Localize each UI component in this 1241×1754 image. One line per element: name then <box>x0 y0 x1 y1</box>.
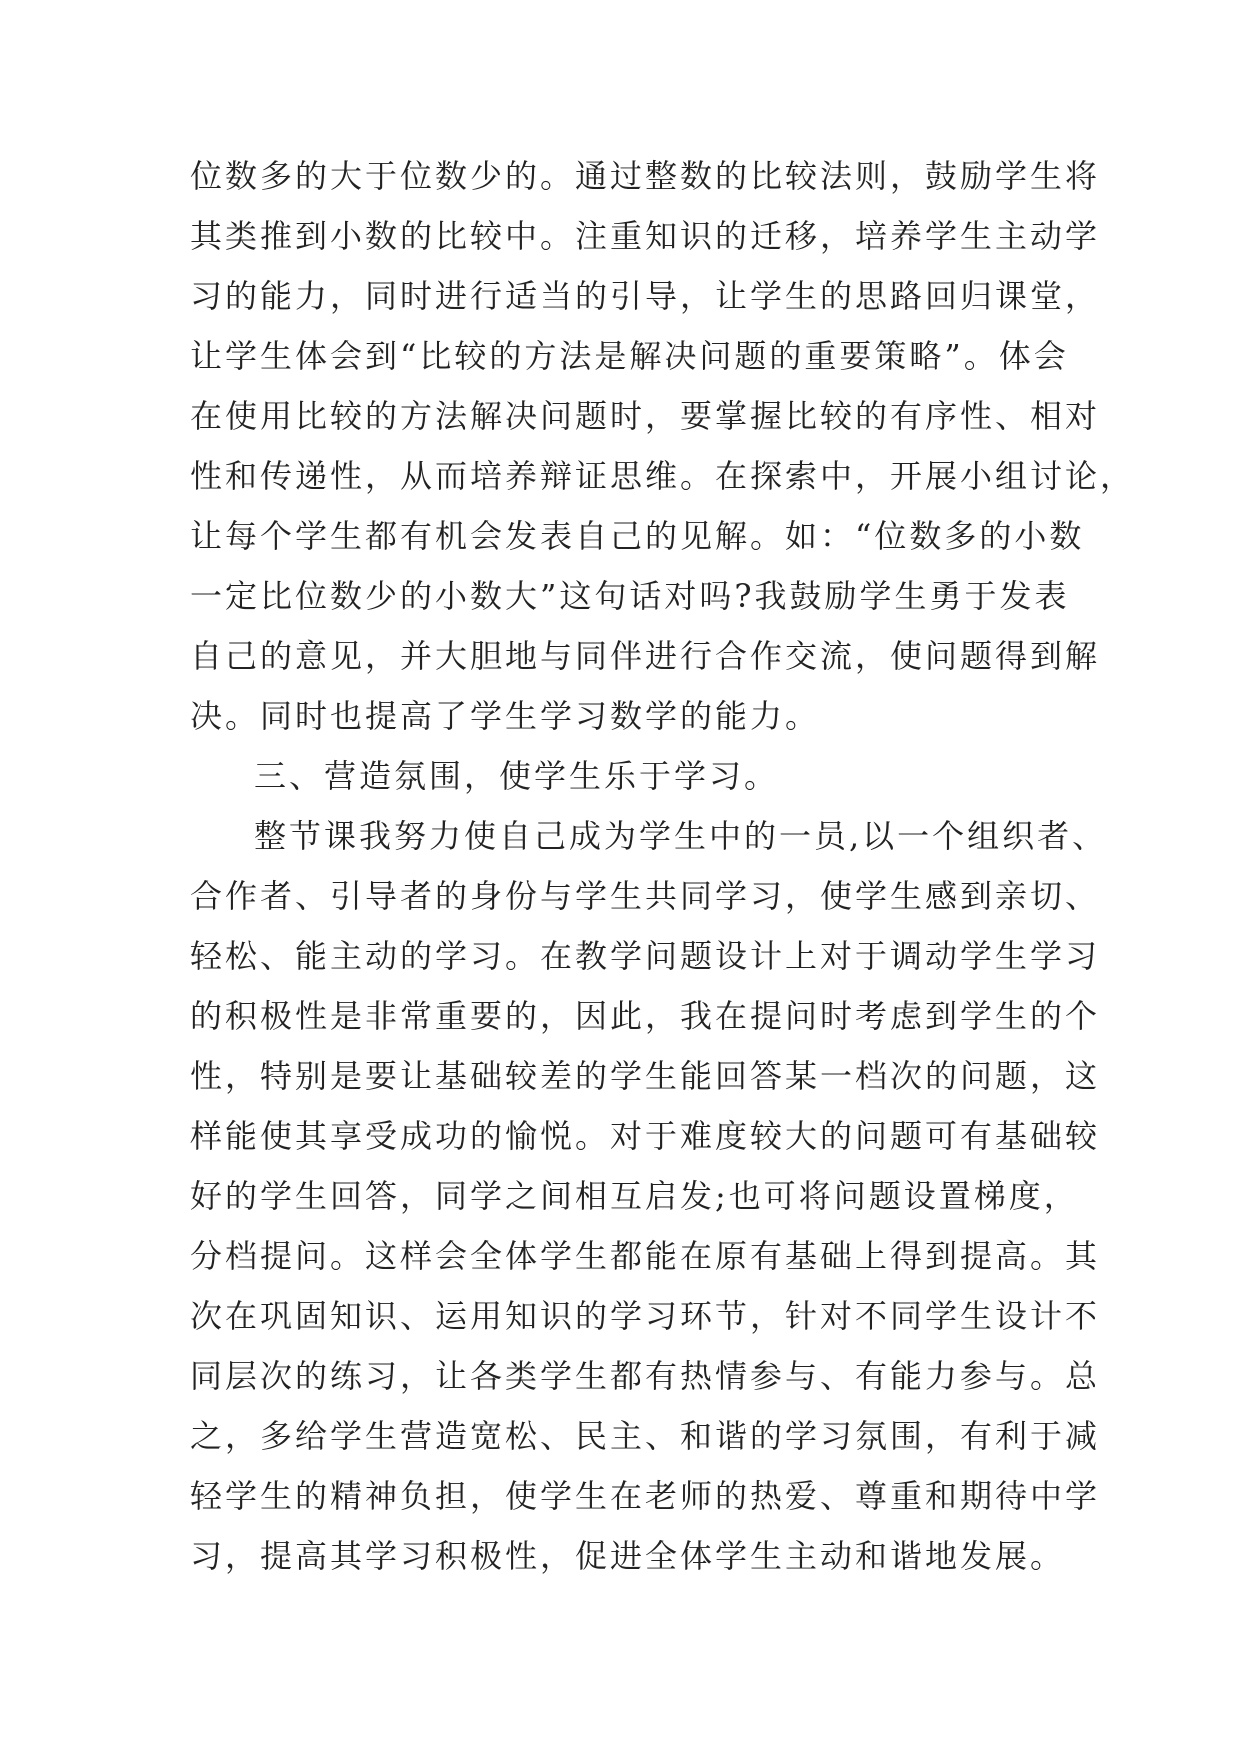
text-line: 决。同时也提高了学生学习数学的能力。 <box>190 697 821 735</box>
text-line: 样能使其享受成功的愉悦。对于难度较大的问题可有基础较 <box>190 1117 1101 1155</box>
text-line: 轻学生的精神负担，使学生在老师的热爱、尊重和期待中学 <box>190 1477 1101 1515</box>
section-heading: 三、营造氛围，使学生乐于学习。 <box>254 757 780 795</box>
text-line: 其类推到小数的比较中。注重知识的迁移，培养学生主动学 <box>190 217 1101 255</box>
text-line: 合作者、引导者的身份与学生共同学习，使学生感到亲切、 <box>190 877 1101 915</box>
text-line: 让学生体会到“比较的方法是解决问题的重要策略”。体会 <box>190 337 1069 375</box>
text-line: 让每个学生都有机会发表自己的见解。如：“位数多的小数 <box>190 517 1085 555</box>
text-line: 的积极性是非常重要的，因此，我在提问时考虑到学生的个 <box>190 997 1101 1035</box>
text-line: 习，提高其学习积极性，促进全体学生主动和谐地发展。 <box>190 1537 1066 1575</box>
text-line: 同层次的练习，让各类学生都有热情参与、有能力参与。总 <box>190 1357 1101 1395</box>
text-line: 性，特别是要让基础较差的学生能回答某一档次的问题，这 <box>190 1057 1101 1095</box>
text-line: 在使用比较的方法解决问题时，要掌握比较的有序性、相对 <box>190 397 1101 435</box>
text-line: 好的学生回答，同学之间相互启发;也可将问题设置梯度， <box>190 1177 1079 1215</box>
text-line: 自己的意见，并大胆地与同伴进行合作交流，使问题得到解 <box>190 637 1101 675</box>
paragraph-first-line: 整节课我努力使自己成为学生中的一员,以一个组织者、 <box>254 817 1108 855</box>
text-line: 习的能力，同时进行适当的引导，让学生的思路回归课堂， <box>190 277 1101 315</box>
text-line: 轻松、能主动的学习。在教学问题设计上对于调动学生学习 <box>190 937 1101 975</box>
text-line: 次在巩固知识、运用知识的学习环节，针对不同学生设计不 <box>190 1297 1101 1335</box>
text-line: 性和传递性，从而培养辩证思维。在探索中，开展小组讨论， <box>190 457 1136 495</box>
text-line: 之，多给学生营造宽松、民主、和谐的学习氛围，有利于减 <box>190 1417 1101 1455</box>
text-line: 一定比位数少的小数大”这句话对吗?我鼓励学生勇于发表 <box>190 577 1070 615</box>
text-line: 分档提问。这样会全体学生都能在原有基础上得到提高。其 <box>190 1237 1101 1275</box>
text-line: 位数多的大于位数少的。通过整数的比较法则，鼓励学生将 <box>190 157 1101 195</box>
